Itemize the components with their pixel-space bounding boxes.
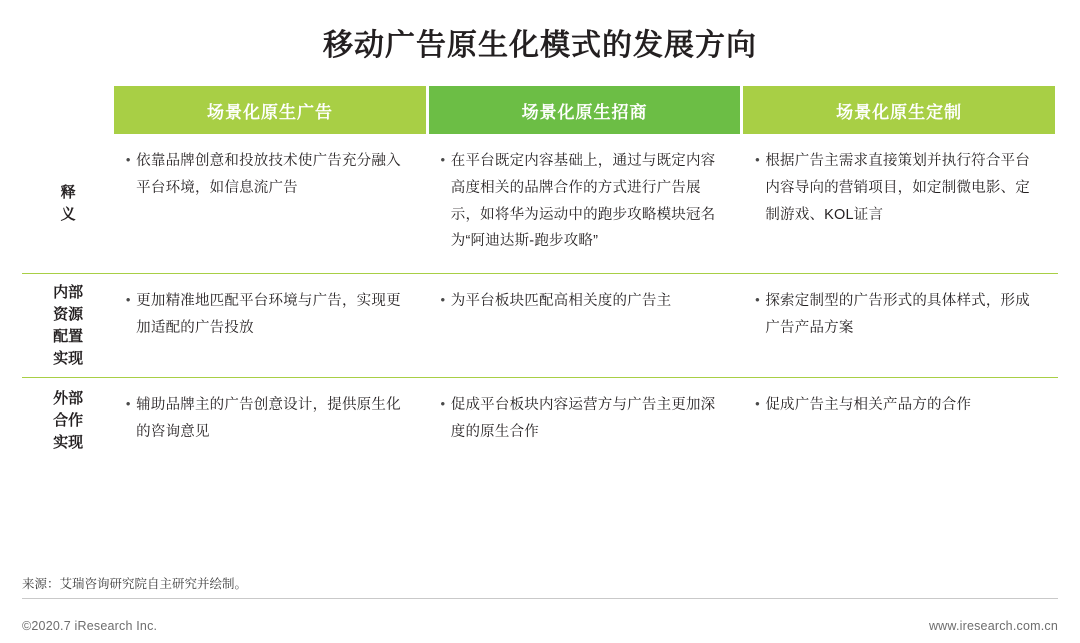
matrix-cell-1-0 (114, 274, 429, 378)
bullet-icon: • (440, 152, 446, 167)
row-label-line-0-0: 释 (60, 183, 76, 201)
matrix-row-2 (22, 378, 1058, 464)
comparison-matrix (22, 86, 1058, 464)
bullet-icon: • (440, 396, 446, 412)
matrix-cell-text-1-0: 更加精准地匹配平台环境与广告，实现更加适配的广告投放 (136, 293, 401, 337)
bullet-icon: • (125, 292, 131, 308)
row-label-line-1-1: 资源 (53, 306, 84, 323)
matrix-cell-0-1 (429, 134, 744, 274)
row-label-line-1-3: 实现 (53, 349, 84, 367)
matrix-cell-text-1-1: 为平台板块匹配高相关度的广告主 (450, 293, 672, 310)
matrix-row-0 (22, 134, 1058, 274)
matrix-cell-1-2 (743, 274, 1058, 378)
column-header-label-2: 场景化原生定制 (743, 86, 1055, 134)
matrix-cell-2-1 (429, 378, 744, 464)
bullet-icon: • (125, 396, 131, 412)
row-label-line-1-0: 内部 (53, 284, 84, 302)
matrix-cell-text-0-1: 在平台既定内容基础上，通过与既定内容高度相关的品牌合作的方式进行广告展示，如将华为运动中的跑步攻略模块冠名为“阿迪达斯-跑步攻略” (450, 153, 716, 250)
row-label-line-0-1: 义 (60, 205, 76, 223)
matrix-cell-text-2-2: 促成广告主与相关产品方的合作 (765, 397, 972, 414)
footer-bar (22, 619, 1058, 633)
matrix-cell-text-0-2: 根据广告主需求直接策划并执行符合平台内容导向的营销项目，如定制微电影、定制游戏、KOL证言 (765, 153, 1030, 223)
bullet-icon: • (755, 152, 760, 167)
header-corner-cell (22, 86, 114, 134)
bullet-icon: • (125, 152, 131, 167)
matrix-cell-1-1 (429, 274, 744, 378)
website-text: www.iresearch.com.cn (928, 619, 1058, 633)
copyright-text: ©2020.7 iResearch Inc. (22, 619, 158, 633)
row-label-1 (22, 274, 114, 378)
matrix-cell-2-2 (743, 378, 1058, 464)
matrix-header-row (22, 86, 1058, 134)
matrix-table (22, 86, 1058, 464)
row-label-2 (22, 378, 114, 464)
column-header-label-0: 场景化原生广告 (114, 86, 426, 134)
matrix-cell-text-2-1: 促成平台板块内容运营方与广告主更加深度的原生合作 (450, 397, 716, 441)
page-title: 移动广告原生化模式的发展方向 (323, 29, 757, 62)
matrix-cell-0-2 (743, 134, 1058, 274)
bullet-icon: • (755, 292, 760, 308)
column-header-0 (114, 86, 429, 134)
row-label-line-1-2: 配置 (53, 327, 84, 345)
row-label-line-2-1: 合作 (53, 412, 84, 430)
row-label-0 (22, 134, 114, 274)
source-note: 来源：艾瑞咨询研究院自主研究并绘制。 (22, 574, 1058, 599)
matrix-cell-text-2-0: 辅助品牌主的广告创意设计，提供原生化的咨询意见 (136, 397, 401, 441)
matrix-cell-0-0 (114, 134, 429, 274)
matrix-cell-text-0-0: 依靠品牌创意和投放技术使广告充分融入平台环境，如信息流广告 (136, 153, 401, 196)
column-header-1 (429, 86, 744, 134)
matrix-cell-text-1-2: 探索定制型的广告形式的具体样式，形成广告产品方案 (765, 293, 1030, 337)
bullet-icon: • (440, 292, 446, 308)
matrix-cell-2-0 (114, 378, 429, 464)
bullet-icon: • (755, 396, 760, 412)
column-header-2 (743, 86, 1058, 134)
row-label-line-2-2: 实现 (53, 433, 84, 451)
column-header-label-1: 场景化原生招商 (429, 86, 741, 134)
matrix-row-1 (22, 274, 1058, 378)
row-label-line-2-0: 外部 (53, 390, 84, 408)
